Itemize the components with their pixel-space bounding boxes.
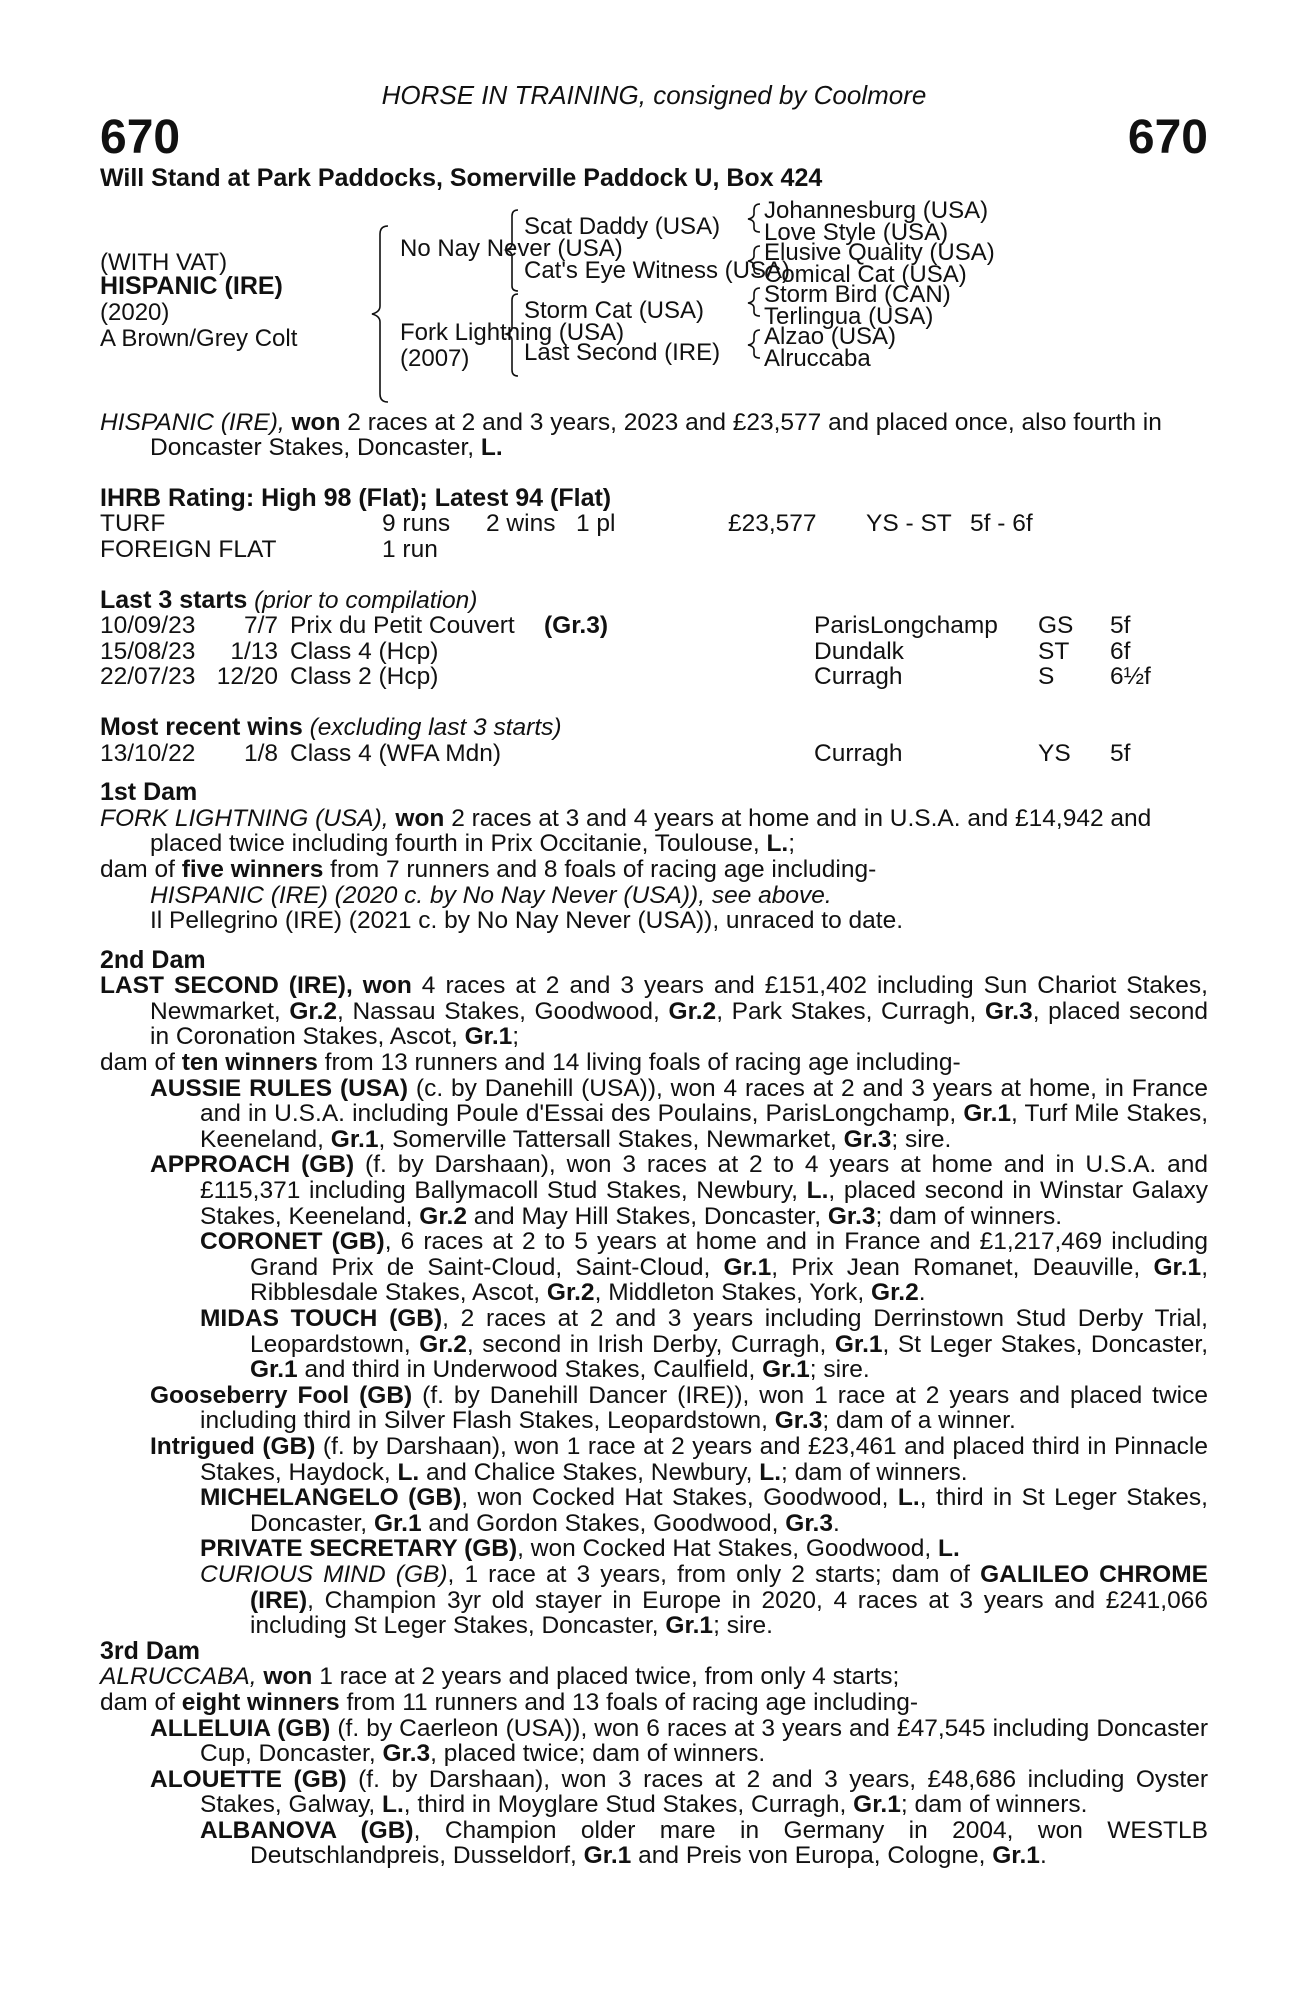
- race-row: [100, 613, 1208, 639]
- vat-note: (WITH VAT): [100, 248, 228, 276]
- dam3-record: ALRUCCABA, won 1 race at 2 years and placed twice, from only 4 starts;: [100, 1663, 900, 1691]
- dam-name: Fork Lightning (USA): [400, 318, 625, 346]
- dam1-record: FORK LIGHTNING (USA), won 2 races at 3 and 4 years at home and in U.S.A. and £14,942 and placed twice including fourth in Prix Occitanie, Toulouse, L.;: [100, 804, 1152, 858]
- race-race: Class 4 (WFA Mdn): [290, 739, 502, 767]
- dam-year: (2007): [400, 344, 470, 372]
- race-course: ParisLongchamp: [814, 612, 998, 640]
- pedigree: [100, 198, 1208, 410]
- sire-dam: Cat's Eye Witness (USA): [524, 256, 790, 284]
- race-dist: 6½f: [1110, 663, 1151, 691]
- race-race: Class 4 (Hcp): [290, 637, 439, 665]
- race-pos: 1/13: [230, 637, 278, 665]
- progeny-gooseberry-fool: Gooseberry Fool (GB) (f. by Danehill Dancer (IRE)), won 1 race at 2 years and placed twice including third in Silver Flash Stakes, Leopardstown, Gr.3; dam of a winner.: [150, 1381, 1208, 1435]
- progeny-michelangelo: MICHELANGELO (GB), won Cocked Hat Stakes, Goodwood, L., third in St Leger Stakes, Doncaster, Gr.1 and Gordon Stakes, Goodwood, Gr.3.: [200, 1484, 1208, 1537]
- progeny-midas-touch: MIDAS TOUCH (GB), 2 races at 2 and 3 years including Derrinstown Stud Derby Trial, Leopardstown, Gr.2, second in Irish Derby, Curragh, Gr.1, St Leger Stakes, Doncaster, Gr.1 and third in Underwood Stakes, Caulfield, Gr.1; sire.: [200, 1305, 1209, 1384]
- gg-5: Storm Bird (CAN): [764, 280, 951, 308]
- race-row: [100, 639, 1208, 665]
- progeny-curious-mind: CURIOUS MIND (GB), 1 race at 3 years, from only 2 starts; dam of GALILEO CHROME (IRE), Champion 3yr old stayer in Europe in 2020, 4 races at 3 years and £241,066 including St Leger Stakes, Doncaster, Gr.1; sire.: [200, 1560, 1208, 1640]
- page-header: HORSE IN TRAINING, consigned by Coolmore: [381, 80, 927, 110]
- last3-table: [100, 613, 1208, 690]
- gg-6: Terlingua (USA): [764, 302, 934, 330]
- gg-2: Love Style (USA): [764, 218, 949, 246]
- race-date: 22/07/23: [100, 663, 196, 691]
- sire-name: No Nay Never (USA): [400, 234, 623, 262]
- horse-name: HISPANIC (IRE): [100, 271, 283, 300]
- race-race: Prix du Petit Couvert: [290, 612, 515, 640]
- dam3-heading: 3rd Dam: [100, 1636, 201, 1665]
- race-course: Curragh: [814, 663, 903, 691]
- race-going: YS: [1038, 739, 1071, 767]
- dam-sire: Storm Cat (USA): [524, 296, 705, 324]
- gg-7: Alzao (USA): [764, 322, 897, 350]
- race-grade: (Gr.3): [544, 612, 608, 640]
- gg-4: Comical Cat (USA): [764, 260, 967, 288]
- race-course: Dundalk: [814, 637, 904, 665]
- progeny-coronet: CORONET (GB), 6 races at 2 to 5 years at home and in France and £1,217,469 including Grand Prix de Saint-Cloud, Saint-Cloud, Gr.1, Prix Jean Romanet, Deauville, Gr.1, Ribblesdale Stakes, Ascot, Gr.2, Middleton Stakes, York, Gr.2.: [200, 1228, 1209, 1307]
- progeny-aussie-rules: AUSSIE RULES (USA) (c. by Danehill (USA)), won 4 races at 2 and 3 years at home, in France and in U.S.A. including Poule d'Essai des Poulains, ParisLongchamp, Gr.1, Turf Mile Stakes, Keeneland, Gr.1, Somerville Tattersall Stakes, Newmarket, Gr.3; sire.: [150, 1074, 1209, 1153]
- catalogue-page: [100, 80, 1208, 1869]
- horse-year: (2020): [100, 298, 170, 326]
- lot-number-right: 670: [1127, 111, 1208, 164]
- race-going: GS: [1038, 612, 1074, 640]
- race-row: [100, 664, 1208, 690]
- progeny-alouette: ALOUETTE (GB) (f. by Darshaan), won 3 races at 2 and 3 years, £48,686 including Oyster Stakes, Galway, L., third in Moyglare Stud Stakes, Curragh, Gr.1; dam of winners.: [150, 1765, 1208, 1819]
- gg-3: Elusive Quality (USA): [764, 238, 995, 266]
- race-row: [100, 741, 1208, 767]
- dam1-progeny: Il Pellegrino (IRE) (2021 c. by No Nay Never (USA)), unraced to date.: [150, 907, 904, 935]
- dam1-produce: dam of five winners from 7 runners and 8 foals of racing age including-: [100, 855, 877, 883]
- gg-1: Johannesburg (USA): [764, 196, 989, 224]
- last3-heading: Last 3 starts (prior to compilation): [100, 585, 478, 614]
- progeny-private-secretary: PRIVATE SECRETARY (GB), won Cocked Hat Stakes, Goodwood, L.: [200, 1535, 960, 1563]
- sire-sire: Scat Daddy (USA): [524, 212, 721, 240]
- dam2-produce: dam of ten winners from 13 runners and 14 living foals of racing age including-: [100, 1049, 961, 1077]
- race-course: Curragh: [814, 739, 903, 767]
- dam1-progeny: HISPANIC (IRE) (2020 c. by No Nay Never (USA)), see above.: [150, 881, 832, 909]
- race-date: 10/09/23: [100, 612, 196, 640]
- race-race: Class 2 (Hcp): [290, 663, 439, 691]
- rating-row: TURF 9 runs 2 wins 1 pl £23,577 YS - ST 5f - 6f: [100, 510, 1033, 538]
- race-pos: 1/8: [243, 739, 278, 767]
- race-going: ST: [1038, 637, 1070, 665]
- race-summary: HISPANIC (IRE), won 2 races at 2 and 3 years, 2023 and £23,577 and placed once, also fourth in Doncaster Stakes, Doncaster, L.: [100, 408, 1162, 462]
- race-date: 15/08/23: [100, 637, 196, 665]
- race-pos: 7/7: [243, 612, 278, 640]
- race-going: S: [1038, 663, 1055, 691]
- race-dist: 5f: [1110, 739, 1131, 767]
- dam-dam: Last Second (IRE): [524, 338, 721, 366]
- progeny-alleluia: ALLELUIA (GB) (f. by Caerleon (USA)), won 6 races at 3 years and £47,545 including Doncaster Cup, Doncaster, Gr.3, placed twice; dam of winners.: [150, 1714, 1208, 1768]
- recent-heading: Most recent wins (excluding last 3 starts): [100, 712, 562, 741]
- recent-table: [100, 741, 1208, 767]
- horse-description: A Brown/Grey Colt: [100, 324, 298, 352]
- dam2-heading: 2nd Dam: [100, 945, 206, 974]
- progeny-albanova: ALBANOVA (GB), Champion older mare in Germany in 2004, won WESTLB Deutschlandpreis, Dusseldorf, Gr.1 and Preis von Europa, Cologne, Gr.1.: [200, 1816, 1208, 1870]
- stand-location: Will Stand at Park Paddocks, Somerville Paddock U, Box 424: [100, 164, 823, 192]
- dam3-produce: dam of eight winners from 11 runners and 13 foals of racing age including-: [100, 1688, 918, 1716]
- race-pos: 12/20: [216, 663, 278, 691]
- progeny-approach: APPROACH (GB) (f. by Darshaan), won 3 races at 2 to 4 years at home and in U.S.A. and £115,371 including Ballymacoll Stud Stakes, Newbury, L., placed second in Winstar Galaxy Stakes, Keeneland, Gr.2 and May Hill Stakes, Doncaster, Gr.3; dam of winners.: [150, 1151, 1208, 1230]
- race-date: 13/10/22: [100, 739, 196, 767]
- dam2-record: LAST SECOND (IRE), won 4 races at 2 and 3 years and £151,402 including Sun Chariot Stakes, Newmarket, Gr.2, Nassau Stakes, Goodwood, Gr.2, Park Stakes, Curragh, Gr.3, placed second in Coronation Stakes, Ascot, Gr.1;: [100, 972, 1208, 1051]
- race-dist: 5f: [1110, 612, 1131, 640]
- dam1-heading: 1st Dam: [100, 778, 198, 807]
- progeny-intrigued: Intrigued (GB) (f. by Darshaan), won 1 race at 2 years and £23,461 and placed third in Pinnacle Stakes, Haydock, L. and Chalice Stakes, Newbury, L.; dam of winners.: [150, 1432, 1208, 1486]
- race-dist: 6f: [1110, 637, 1131, 665]
- rating-row: FOREIGN FLAT 1 run: [100, 535, 438, 563]
- rating-heading: IHRB Rating: High 98 (Flat); Latest 94 (Flat): [100, 483, 612, 512]
- lot-number-left: 670: [100, 111, 181, 164]
- gg-8: Alruccaba: [764, 344, 871, 372]
